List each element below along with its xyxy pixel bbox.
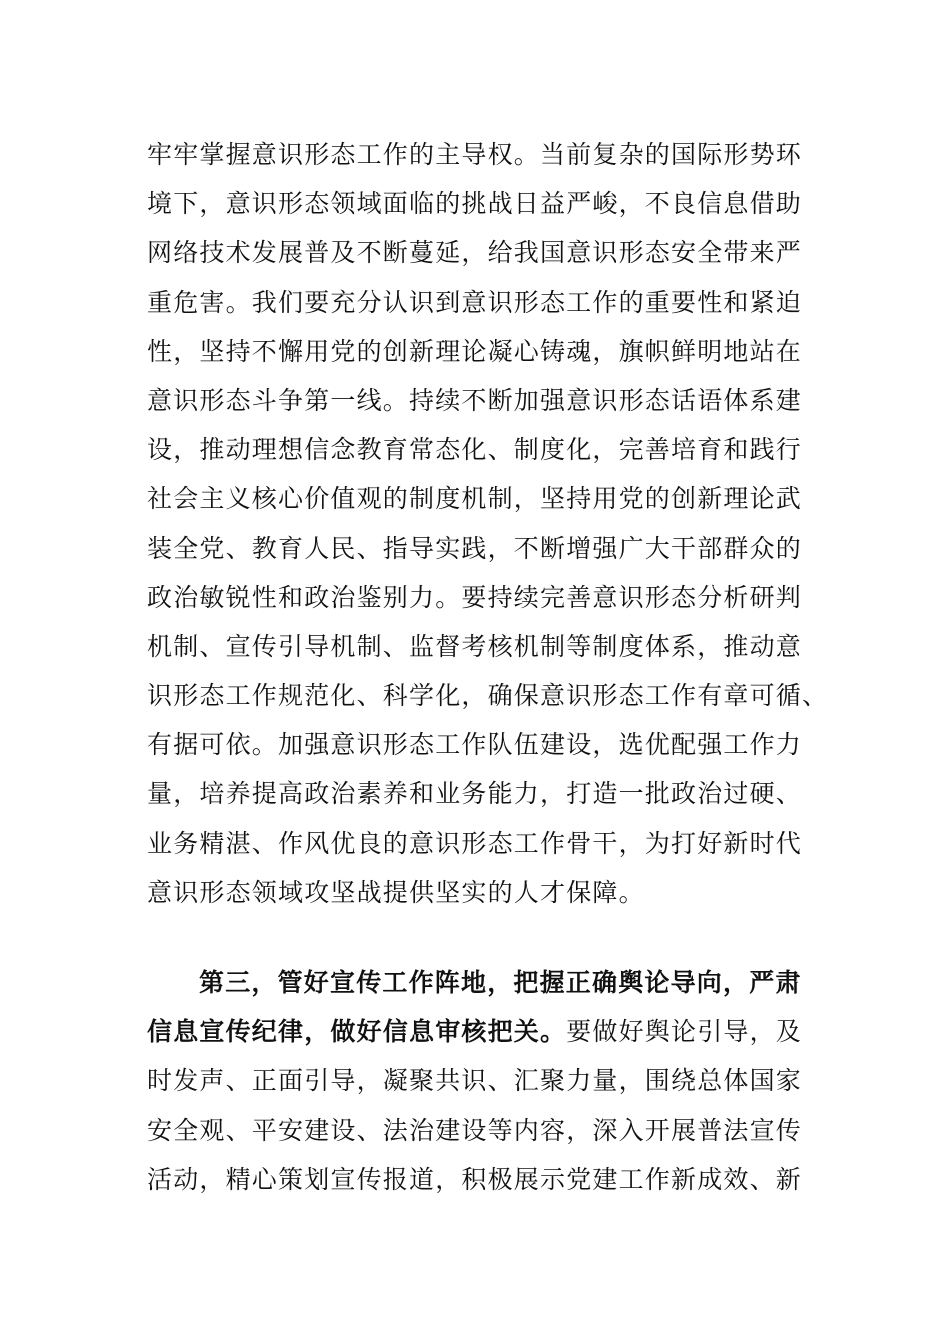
text-line: 牢牢掌握意识形态工作的主导权。当前复杂的国际形势环 bbox=[147, 140, 803, 169]
section-heading-end: 信息宣传纪律，做好信息审核把关。 bbox=[147, 1017, 567, 1047]
text-line: 网络技术发展普及不断蔓延，给我国意识形态安全带来严 bbox=[147, 238, 803, 268]
section-heading-line: 第三，管好宣传工作阵地，把握正确舆论导向，严肃 bbox=[199, 968, 802, 997]
text-line: 意识形态斗争第一线。持续不断加强意识形态话语体系建 bbox=[147, 385, 803, 415]
text-line: 政治敏锐性和政治鉴别力。要持续完善意识形态分析研判 bbox=[147, 582, 803, 612]
text-line: 意识形态领域攻坚战提供坚实的人才保障。 bbox=[147, 877, 645, 907]
text-run: 要做好舆论引导，及 bbox=[566, 1017, 803, 1047]
text-line: 重危害。我们要充分认识到意识形态工作的重要性和紧迫 bbox=[147, 287, 803, 317]
text-line: 业务精湛、作风优良的意识形态工作骨干，为打好新时代 bbox=[147, 828, 803, 858]
paragraph-propaganda-work bbox=[147, 958, 807, 1204]
text-line: 安全观、平安建设、法治建设等内容，深入开展普法宣传 bbox=[147, 1115, 803, 1145]
paragraph-ideology-leadership bbox=[147, 130, 829, 917]
text-line: 有据可依。加强意识形态工作队伍建设，选优配强工作力 bbox=[147, 730, 803, 760]
text-line: 境下，意识形态领域面临的挑战日益严峻，不良信息借助 bbox=[147, 189, 803, 219]
text-line: 时发声、正面引导，凝聚共识、汇聚力量，围绕总体国家 bbox=[147, 1066, 803, 1096]
text-line: 设，推动理想信念教育常态化、制度化，完善培育和践行 bbox=[147, 435, 803, 465]
text-line: 社会主义核心价值观的制度机制，坚持用党的创新理论武 bbox=[147, 484, 803, 514]
text-line: 装全党、教育人民、指导实践，不断增强广大干部群众的 bbox=[147, 533, 803, 563]
text-line: 识形态工作规范化、科学化，确保意识形态工作有章可循、 bbox=[147, 681, 829, 711]
text-line bbox=[147, 1007, 807, 1056]
text-line: 活动，精心策划宣传报道，积极展示党建工作新成效、新 bbox=[147, 1164, 803, 1194]
text-line: 量，培养提高政治素养和业务能力，打造一批政治过硬、 bbox=[147, 779, 803, 809]
text-line: 性，坚持不懈用党的创新理论凝心铸魂，旗帜鲜明地站在 bbox=[147, 336, 803, 366]
text-line: 机制、宣传引导机制、监督考核机制等制度体系，推动意 bbox=[147, 631, 803, 661]
